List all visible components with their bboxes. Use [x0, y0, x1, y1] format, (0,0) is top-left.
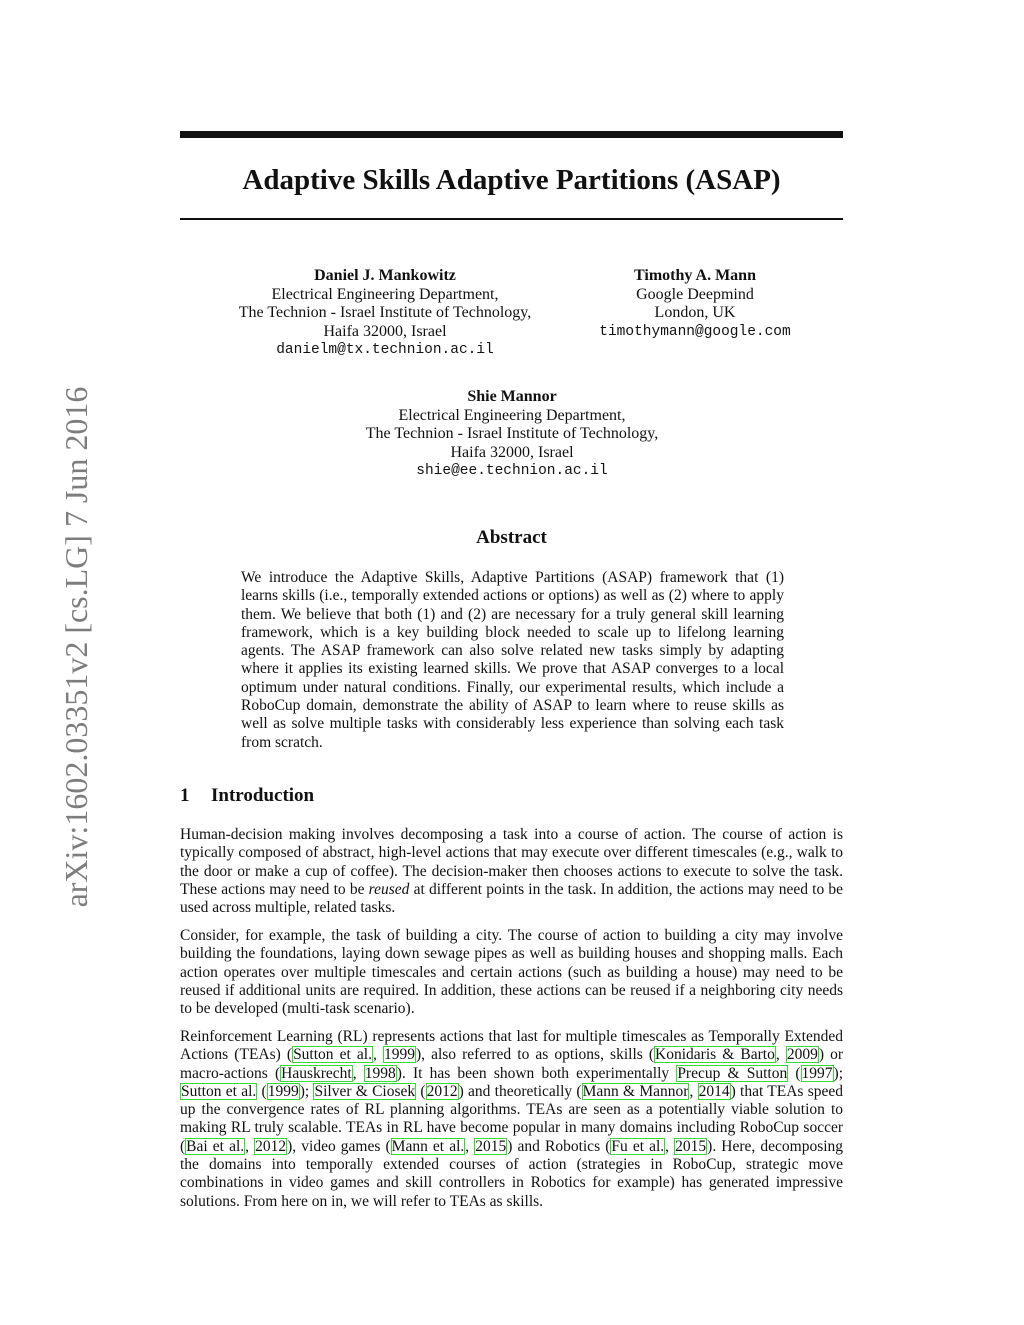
author-affiliation-line: The Technion - Israel Institute of Technology,	[238, 304, 532, 321]
abstract-text: We introduce the Adaptive Skills, Adaptive Partitions (ASAP) framework that (1) learns skills (i.e., temporally extended actions or options) as well as (2) where to apply them. We believe that both (1) and (2) are necessary for a truly general skill learning framework, which is a key building block needed to scale up to lifelong learning agents. The ASAP framework can also solve related new tasks simply by adapting where it applies its existing learned skills. We prove that ASAP converges to a local optimum under natural conditions. Finally, our experimental results, which include a RoboCup domain, demonstrate the ability of ASAP to learn where to reuse skills as well as solve multiple tasks with considerably less experience than solving each task from scratch.	[241, 569, 784, 751]
paragraph-text: ), video games (	[287, 1137, 391, 1155]
paragraph-text: ,	[775, 1046, 786, 1064]
paragraph-text: ) and theoretically (	[458, 1082, 582, 1100]
intro-paragraph-2: Consider, for example, the task of building a city. The course of action to building a city may involve building the foundations, laying down sewage pipes as well as building houses and shopping malls. Each action operates over multiple timescales and certain actions (such as building a house) may need to be reused if additional units are required. In addition, these actions can be reused if a neighboring city needs to be developed (multi-task scenario).	[180, 927, 843, 1018]
citation-link[interactable]: 1998	[364, 1064, 396, 1082]
arxiv-identifier-stamp: arXiv:1602.03351v2 [cs.LG] 7 Jun 2016	[58, 386, 94, 908]
author-affiliation-line: Google Deepmind	[636, 285, 754, 303]
paragraph-text: ) that TEAs speed up the convergence rates of RL planning algorithms. TEAs are seen as a potentially viable solution to making RL truly scalable. TEAs in RL have become popular in many domains including RoboCup soccer (	[180, 1082, 843, 1155]
emphasis-text: reused	[368, 880, 410, 898]
author-email: shie@ee.technion.ac.il	[416, 463, 608, 479]
citation-link[interactable]: Konidaris & Barto	[655, 1046, 775, 1064]
paragraph-text: at different points in the task. In addition, the actions may need to be used across multiple, related tasks.	[180, 880, 844, 917]
paragraph-text: ), also referred to as options, skills (	[415, 1046, 655, 1064]
citation-link[interactable]: 1997	[801, 1064, 833, 1082]
author-affiliation-line: The Technion - Israel Institute of Technology,	[365, 425, 659, 442]
intro-paragraph-3	[180, 1028, 843, 1211]
paragraph-text: (	[257, 1082, 267, 1100]
citation-link[interactable]: 1999	[267, 1082, 299, 1100]
paragraph-text: ,	[689, 1082, 698, 1100]
author-name: Daniel J. Mankowitz	[314, 267, 456, 284]
citation-link[interactable]: Hauskrecht	[281, 1064, 352, 1082]
citation-link[interactable]: 2012	[426, 1082, 458, 1100]
citation-link[interactable]: 1999	[383, 1046, 415, 1064]
citation-link[interactable]: Sutton et al.	[293, 1046, 372, 1064]
title-bottom-rule	[180, 218, 843, 220]
paragraph-text: ,	[465, 1137, 475, 1155]
citation-link[interactable]: 2015	[675, 1137, 707, 1155]
intro-paragraph-1	[180, 826, 843, 917]
author-name: Timothy A. Mann	[634, 267, 756, 284]
paragraph-text: );	[299, 1082, 314, 1100]
citation-link[interactable]: 2015	[475, 1137, 507, 1155]
citation-link[interactable]: 2009	[786, 1046, 818, 1064]
paragraph-text: (	[416, 1082, 426, 1100]
section-title: Introduction	[211, 785, 315, 806]
citation-link[interactable]: Silver & Ciosek	[314, 1082, 416, 1100]
author-affiliation-line: London, UK	[654, 304, 736, 321]
abstract-heading: Abstract	[476, 527, 547, 548]
author-block-mankowitz	[220, 267, 550, 360]
author-name: Shie Mannor	[467, 388, 557, 405]
paragraph-text: ) or macro-actions (	[180, 1046, 843, 1082]
paragraph-text: ). Here, decomposing the domains into temporally extended courses of action (strategies in RoboCup, strategic move combinations in video games and skill controllers in Robotics for example) has generated impressive solutions. From here on in, we will refer to TEAs as skills.	[180, 1137, 844, 1210]
paragraph-text: Reinforcement Learning (RL) represents actions that last for multiple timescales as Temporally Extended Actions (TEAs) (	[180, 1028, 843, 1064]
author-email: danielm@tx.technion.ac.il	[276, 342, 494, 358]
citation-link[interactable]: 2014	[698, 1082, 730, 1100]
paragraph-text: );	[833, 1064, 844, 1082]
citation-link[interactable]: Mann et al.	[391, 1137, 465, 1155]
section-heading-introduction	[180, 784, 314, 808]
paragraph-text: ,	[352, 1064, 364, 1082]
citation-link[interactable]: Mann & Mannor	[582, 1082, 689, 1100]
citation-link[interactable]: Precup & Sutton	[677, 1064, 788, 1082]
citation-link[interactable]: 2012	[255, 1137, 287, 1155]
citation-link[interactable]: Fu et al.	[611, 1137, 665, 1155]
author-affiliation-line: Haifa 32000, Israel	[450, 443, 574, 461]
author-affiliation-line: Electrical Engineering Department,	[398, 406, 626, 424]
author-block-mannor	[312, 388, 712, 481]
paper-title: Adaptive Skills Adaptive Partitions (ASAP)	[242, 164, 781, 196]
paragraph-text: (	[788, 1064, 801, 1082]
paragraph-text: ) and Robotics (	[507, 1137, 611, 1155]
author-block-mann	[590, 267, 800, 341]
paragraph-text: Human-decision making involves decomposing a task into a course of action. The course of action is typically composed of abstract, high-level actions that may execute over different timescales (e.g., walk to the door or make a cup of coffee). The decision-maker then chooses actions to execute to solve the task. These actions may need to be	[180, 826, 843, 898]
paragraph-text: ). It has been shown both experimentally	[396, 1064, 677, 1082]
citation-link[interactable]: Sutton et al.	[181, 1082, 257, 1100]
paragraph-text: ,	[372, 1046, 383, 1064]
title-top-rule	[180, 131, 843, 138]
paragraph-text: ,	[245, 1137, 255, 1155]
paragraph-text: ,	[665, 1137, 675, 1155]
author-affiliation-line: Haifa 32000, Israel	[323, 322, 447, 340]
author-email: timothymann@google.com	[599, 323, 791, 340]
section-number: 1	[180, 785, 190, 806]
author-affiliation-line: Electrical Engineering Department,	[271, 285, 499, 303]
citation-link[interactable]: Bai et al.	[186, 1137, 245, 1155]
